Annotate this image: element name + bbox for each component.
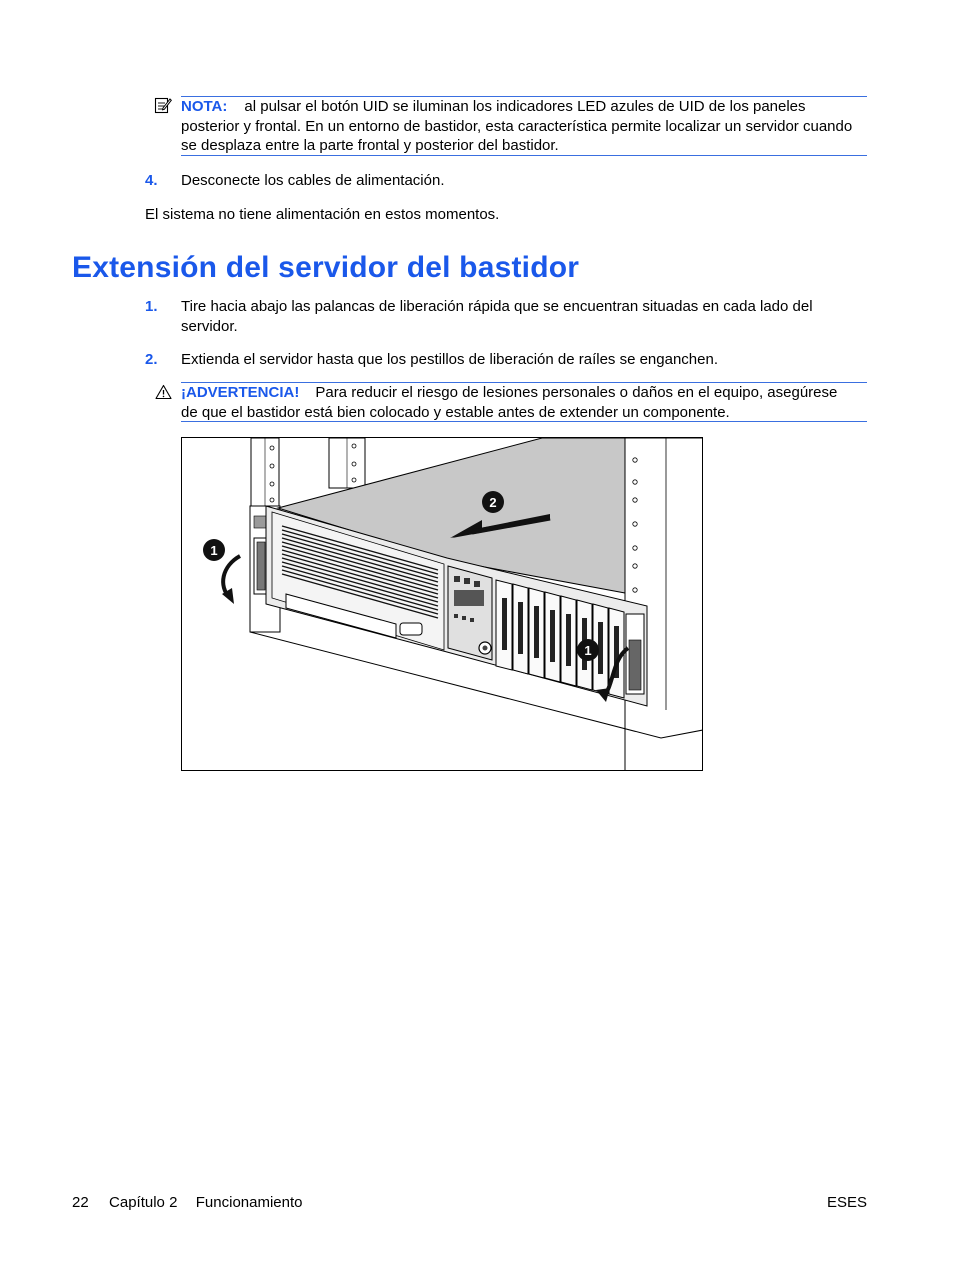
server-rack-illustration (182, 438, 703, 771)
warning-bottom-rule (181, 421, 867, 422)
warning-line-2: de que el bastidor está bien colocado y estable antes de extender un componente. (181, 403, 730, 421)
warning-label: ¡ADVERTENCIA! (181, 384, 300, 401)
step-1-line-2: servidor. (181, 317, 238, 335)
status-text: El sistema no tiene alimentación en estos momentos. (145, 206, 500, 223)
footer-left (72, 1193, 303, 1213)
step-2-number: 2. (145, 351, 158, 368)
note-line-3: se desplaza entre la parte frontal y posterior del bastidor. (181, 137, 559, 154)
chapter-label: Capítulo 2 (109, 1194, 178, 1211)
note-line-1: al pulsar el botón UID se iluminan los indicadores LED azules de UID de los paneles (244, 98, 806, 115)
chapter-title: Funcionamiento (195, 1194, 303, 1211)
warning-triangle-icon (155, 384, 172, 400)
callout-1-right-label: 1 (584, 643, 592, 658)
step-1-text (181, 297, 867, 336)
step-2-text: Extienda el servidor hasta que los pestillos de liberación de raíles se enganchen. (181, 351, 718, 368)
step-4-number: 4. (145, 172, 158, 189)
callout-1-left-label: 1 (210, 543, 218, 558)
step-1-line-1: Tire hacia abajo las palancas de liberación rápida que se encuentran situadas en cada lado del (181, 298, 813, 315)
step-1-number: 1. (145, 298, 158, 315)
callout-2-label: 2 (489, 495, 497, 510)
server-extension-figure (181, 437, 703, 771)
note-icon (154, 96, 172, 114)
note-text (181, 97, 867, 156)
note-line-2: posterior y frontal. En un entorno de bastidor, esta característica permite localizar un servidor cuando (181, 117, 853, 135)
note-bottom-rule (181, 155, 867, 156)
warning-line-1: Para reducir el riesgo de lesiones personales o daños en el equipo, asegúrese (315, 384, 838, 401)
footer-locale: ESES (826, 1194, 867, 1211)
warning-text (181, 383, 867, 422)
section-title: Extensión del servidor del bastidor (72, 251, 580, 284)
step-4-text: Desconecte los cables de alimentación. (181, 172, 445, 189)
page-number: 22 (72, 1194, 89, 1211)
note-label: NOTA: (181, 98, 228, 115)
